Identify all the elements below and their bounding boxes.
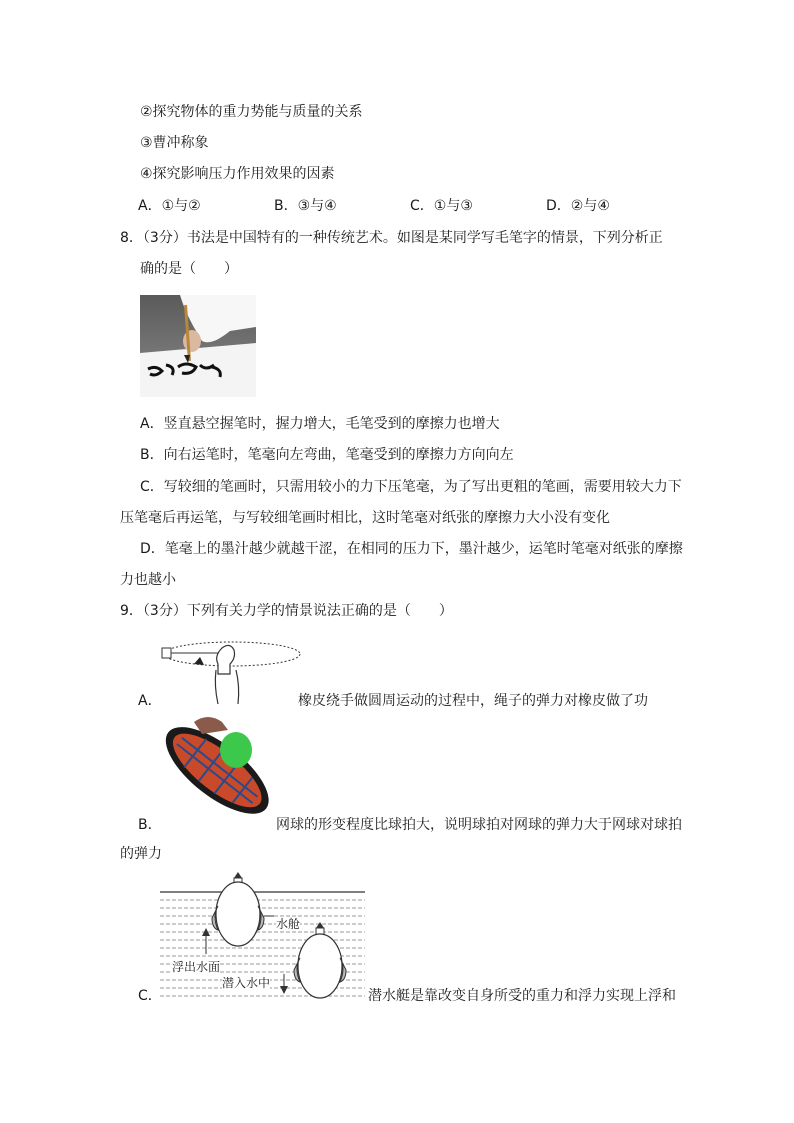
submarine-figure (160, 870, 370, 1002)
q8-option-b[interactable]: B．向右运笔时，笔毫向左弯曲，笔毫受到的摩擦力方向向左 (140, 447, 514, 463)
calligraphy-photo (140, 295, 256, 397)
q7-option-c[interactable]: C．①与③ (410, 198, 473, 214)
tennis-racket-figure (158, 712, 276, 830)
dive-label: 潜入水中 (222, 976, 271, 990)
surface-label: 浮出水面 (172, 960, 221, 974)
rubber-circle-figure (160, 630, 302, 706)
q9-option-a-label[interactable]: A． (138, 693, 162, 709)
q8-stem-line2: 确的是（ ） (140, 261, 238, 277)
q7-option-b[interactable]: B．③与④ (274, 198, 337, 214)
q9-option-c-text: 潜水艇是靠改变自身所受的重力和浮力实现上浮和 (368, 988, 676, 1004)
q9-stem: 9．（3分）下列有关力学的情景说法正确的是（ ） (120, 603, 453, 619)
q8-option-c-line1[interactable]: C．写较细的笔画时，只需用较小的力下压笔毫，为了写出更粗的笔画，需要用较大力下 (140, 479, 682, 495)
q7-option-a[interactable]: A．①与② (138, 198, 201, 214)
q8-stem-line1: 8．（3分）书法是中国特有的一种传统艺术。如图是某同学写毛笔字的情景，下列分析正 (120, 230, 663, 246)
q9-option-a-text: 橡皮绕手做圆周运动的过程中，绳子的弹力对橡皮做了功 (298, 693, 648, 709)
q9-option-b-text-line1: 网球的形变程度比球拍大，说明球拍对网球的弹力大于网球对球拍 (276, 817, 682, 833)
q8-option-a[interactable]: A．竖直悬空握笔时，握力增大，毛笔受到的摩擦力也增大 (140, 416, 500, 432)
q9-option-c-label[interactable]: C． (138, 988, 162, 1004)
prev-item-3: ③曹冲称象 (140, 135, 209, 151)
q8-option-c-line2: 压笔毫后再运笔，与写较细笔画时相比，这时笔毫对纸张的摩擦力大小没有变化 (120, 510, 610, 526)
q9-option-b-label[interactable]: B． (138, 817, 162, 833)
q8-option-d-line2: 力也越小 (120, 572, 176, 588)
prev-item-2: ②探究物体的重力势能与质量的关系 (140, 104, 363, 120)
q7-option-d[interactable]: D．②与④ (546, 198, 610, 214)
ballast-tank-label: 水舱 (276, 917, 301, 931)
prev-item-4: ④探究影响压力作用效果的因素 (140, 166, 335, 182)
q9-option-b-text-line2: 的弹力 (120, 846, 162, 862)
q8-option-d-line1[interactable]: D．笔毫上的墨汁越少就越干涩，在相同的压力下，墨汁越少，运笔时笔毫对纸张的摩擦 (140, 541, 683, 557)
